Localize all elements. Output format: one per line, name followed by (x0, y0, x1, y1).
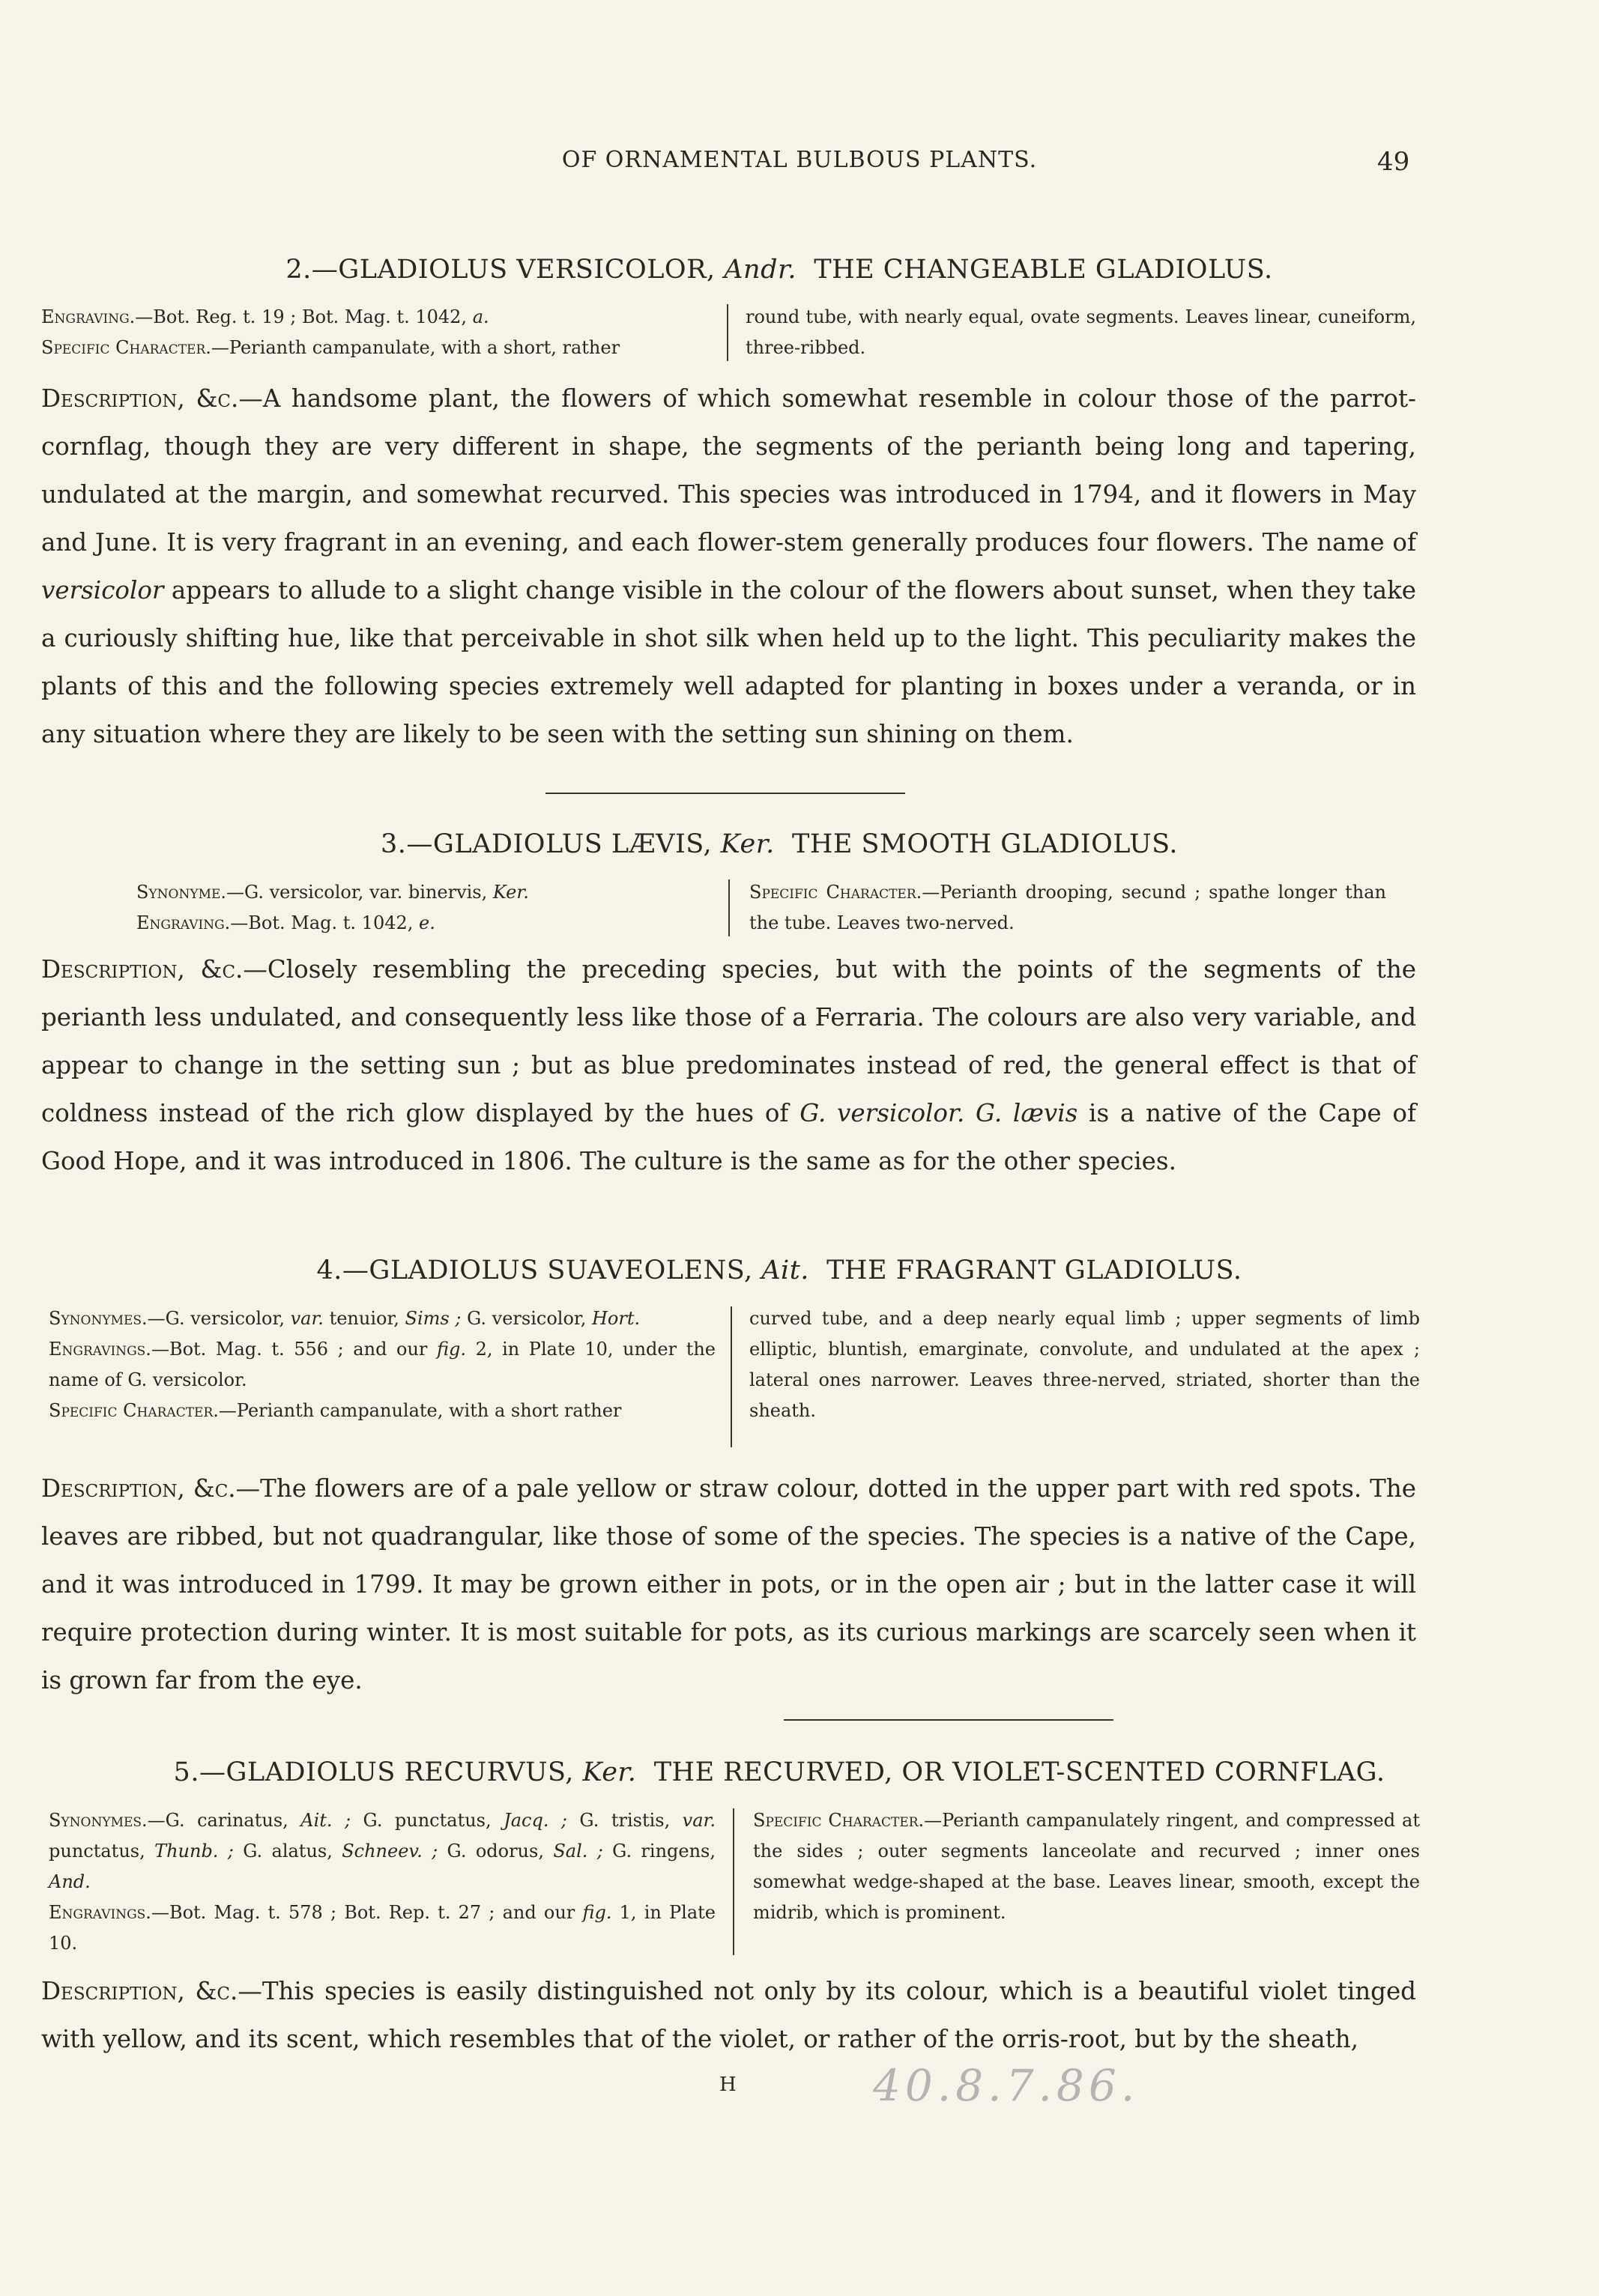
column-divider (733, 1808, 734, 1955)
column-divider (731, 1306, 732, 1447)
versicolor-description: Description, &c.—A handsome plant, the flowers of which somewhat resemble in colour those of the parrot-cornflag, though they are very different in shape, the segments of the perianth being long and tapering, undulated at the margin, and somewhat recurved. This species was introduced in 1794, and it flowers in May and June. It is very fragrant in an evening, and each flower-stem generally produces four flowers. The name of versicolor appears to allude to a slight change visible in the colour of the flowers about sunset, when they take a curiously shifting hue, like that perceivable in shot silk when held up to the light. This peculiarity makes the plants of this and the following species extremely well adapted for planting in boxes under a veranda, or in any situation where they are likely to be seen with the setting sun shining on them. (41, 384, 1416, 748)
handwritten-accession-note: 40.8.7.86. (873, 2060, 1140, 2111)
page-number: 49 (1377, 147, 1410, 177)
section-divider (784, 1719, 1113, 1721)
recurvus-character-column: Specific Character.—Perianth campanulately ringent, and compressed at the sides ; outer segments lanceolate and recurved ; inner ones somewhat wedge-shaped at the base. Leaves linear, smooth, except the midrib, which is prominent. (753, 1810, 1421, 1923)
section-heading-suaveolens: 4.—GLADIOLUS SUAVEOLENS, Ait. THE FRAGRANT GLADIOLUS. (316, 1255, 1242, 1285)
column-divider (727, 304, 728, 361)
running-head: OF ORNAMENTAL BULBOUS PLANTS. (561, 147, 1038, 173)
suaveolens-description: Description, &c.—The flowers are of a pale yellow or straw colour, dotted in the upper part with red spots. The leaves are ribbed, but not quadrangular, like those of some of the species. The species is a native of the Cape, and it was introduced in 1799. It may be grown either in pots, or in the open air ; but in the latter case it will require protection during winter. It is most suitable for pots, as its curious markings are scarcely seen when it is grown far from the eye. (41, 1474, 1417, 1694)
laevis-synonyms-column: Synonyme.—G. versicolor, var. binervis, Ker. Engraving.—Bot. Mag. t. 1042, e. (136, 882, 529, 933)
section-divider (545, 793, 905, 794)
section-heading-laevis: 3.—GLADIOLUS LÆVIS, Ker. THE SMOOTH GLADIOLUS. (381, 829, 1178, 859)
recurvus-synonyms-column: Synonymes.—G. carinatus, Ait. ; G. punctatus, Jacq. ; G. tristis, var. punctatus, Thunb. ; G. alatus, Schneev. ; G. odorus, Sal. ; G. ringens, And. Engravings.—Bot. Mag. t. 578 ; Bot. Rep. t. 27 ; and our fig. 1, in Plate 10. (49, 1810, 716, 1954)
section-heading-recurvus: 5.—GLADIOLUS RECURVUS, Ker. THE RECURVED, OR VIOLET-SCENTED CORNFLAG. (173, 1757, 1385, 1787)
recurvus-description: Description, &c.—This species is easily distinguished not only by its colour, which is a beautiful violet tinged with yellow, and its scent, which resembles that of the violet, or rather of the orris-root, but by the sheath, (41, 1977, 1416, 2053)
laevis-description: Description, &c.—Closely resembling the preceding species, but with the points of the segments of the perianth less undulated, and consequently less like those of a Ferraria. The colours are also very variable, and appear to change in the setting sun ; but as blue predominates instead of red, the general effect is that of coldness instead of the rich glow displayed by the hues of G. versicolor. G. lævis is a native of the Cape of Good Hope, and it was introduced in 1806. The culture is the same as for the other species. (41, 955, 1416, 1175)
section-heading-versicolor: 2.—GLADIOLUS VERSICOLOR, Andr. THE CHANGEABLE GLADIOLUS. (285, 255, 1273, 285)
suaveolens-synonyms-column: Synonymes.—G. versicolor, var. tenuior, Sims ; G. versicolor, Hort. Engravings.—Bot. Mag. t. 556 ; and our fig. 2, in Plate 10, under the name of G. versicolor. Specific Character.—Perianth campanulate, with a short rather (49, 1308, 716, 1421)
laevis-character-column: Specific Character.—Perianth drooping, secund ; spathe longer than the tube. Leaves two-nerved. (749, 882, 1387, 933)
versicolor-character-column: round tube, with nearly equal, ovate segments. Leaves linear, cuneiform, three-ribbed. (746, 306, 1416, 358)
versicolor-synonyms-column: Engraving.—Bot. Reg. t. 19 ; Bot. Mag. t. 1042, a. Specific Character.—Perianth campanulate, with a short, rather (41, 306, 620, 358)
signature-mark: H (719, 2074, 737, 2096)
column-divider (728, 879, 730, 936)
suaveolens-character-column: curved tube, and a deep nearly equal limb ; upper segments of limb elliptic, bluntish, emarginate, convolute, and undulated at the apex ; lateral ones narrower. Leaves three-nerved, striated, shorter than the sheath. (749, 1308, 1420, 1421)
